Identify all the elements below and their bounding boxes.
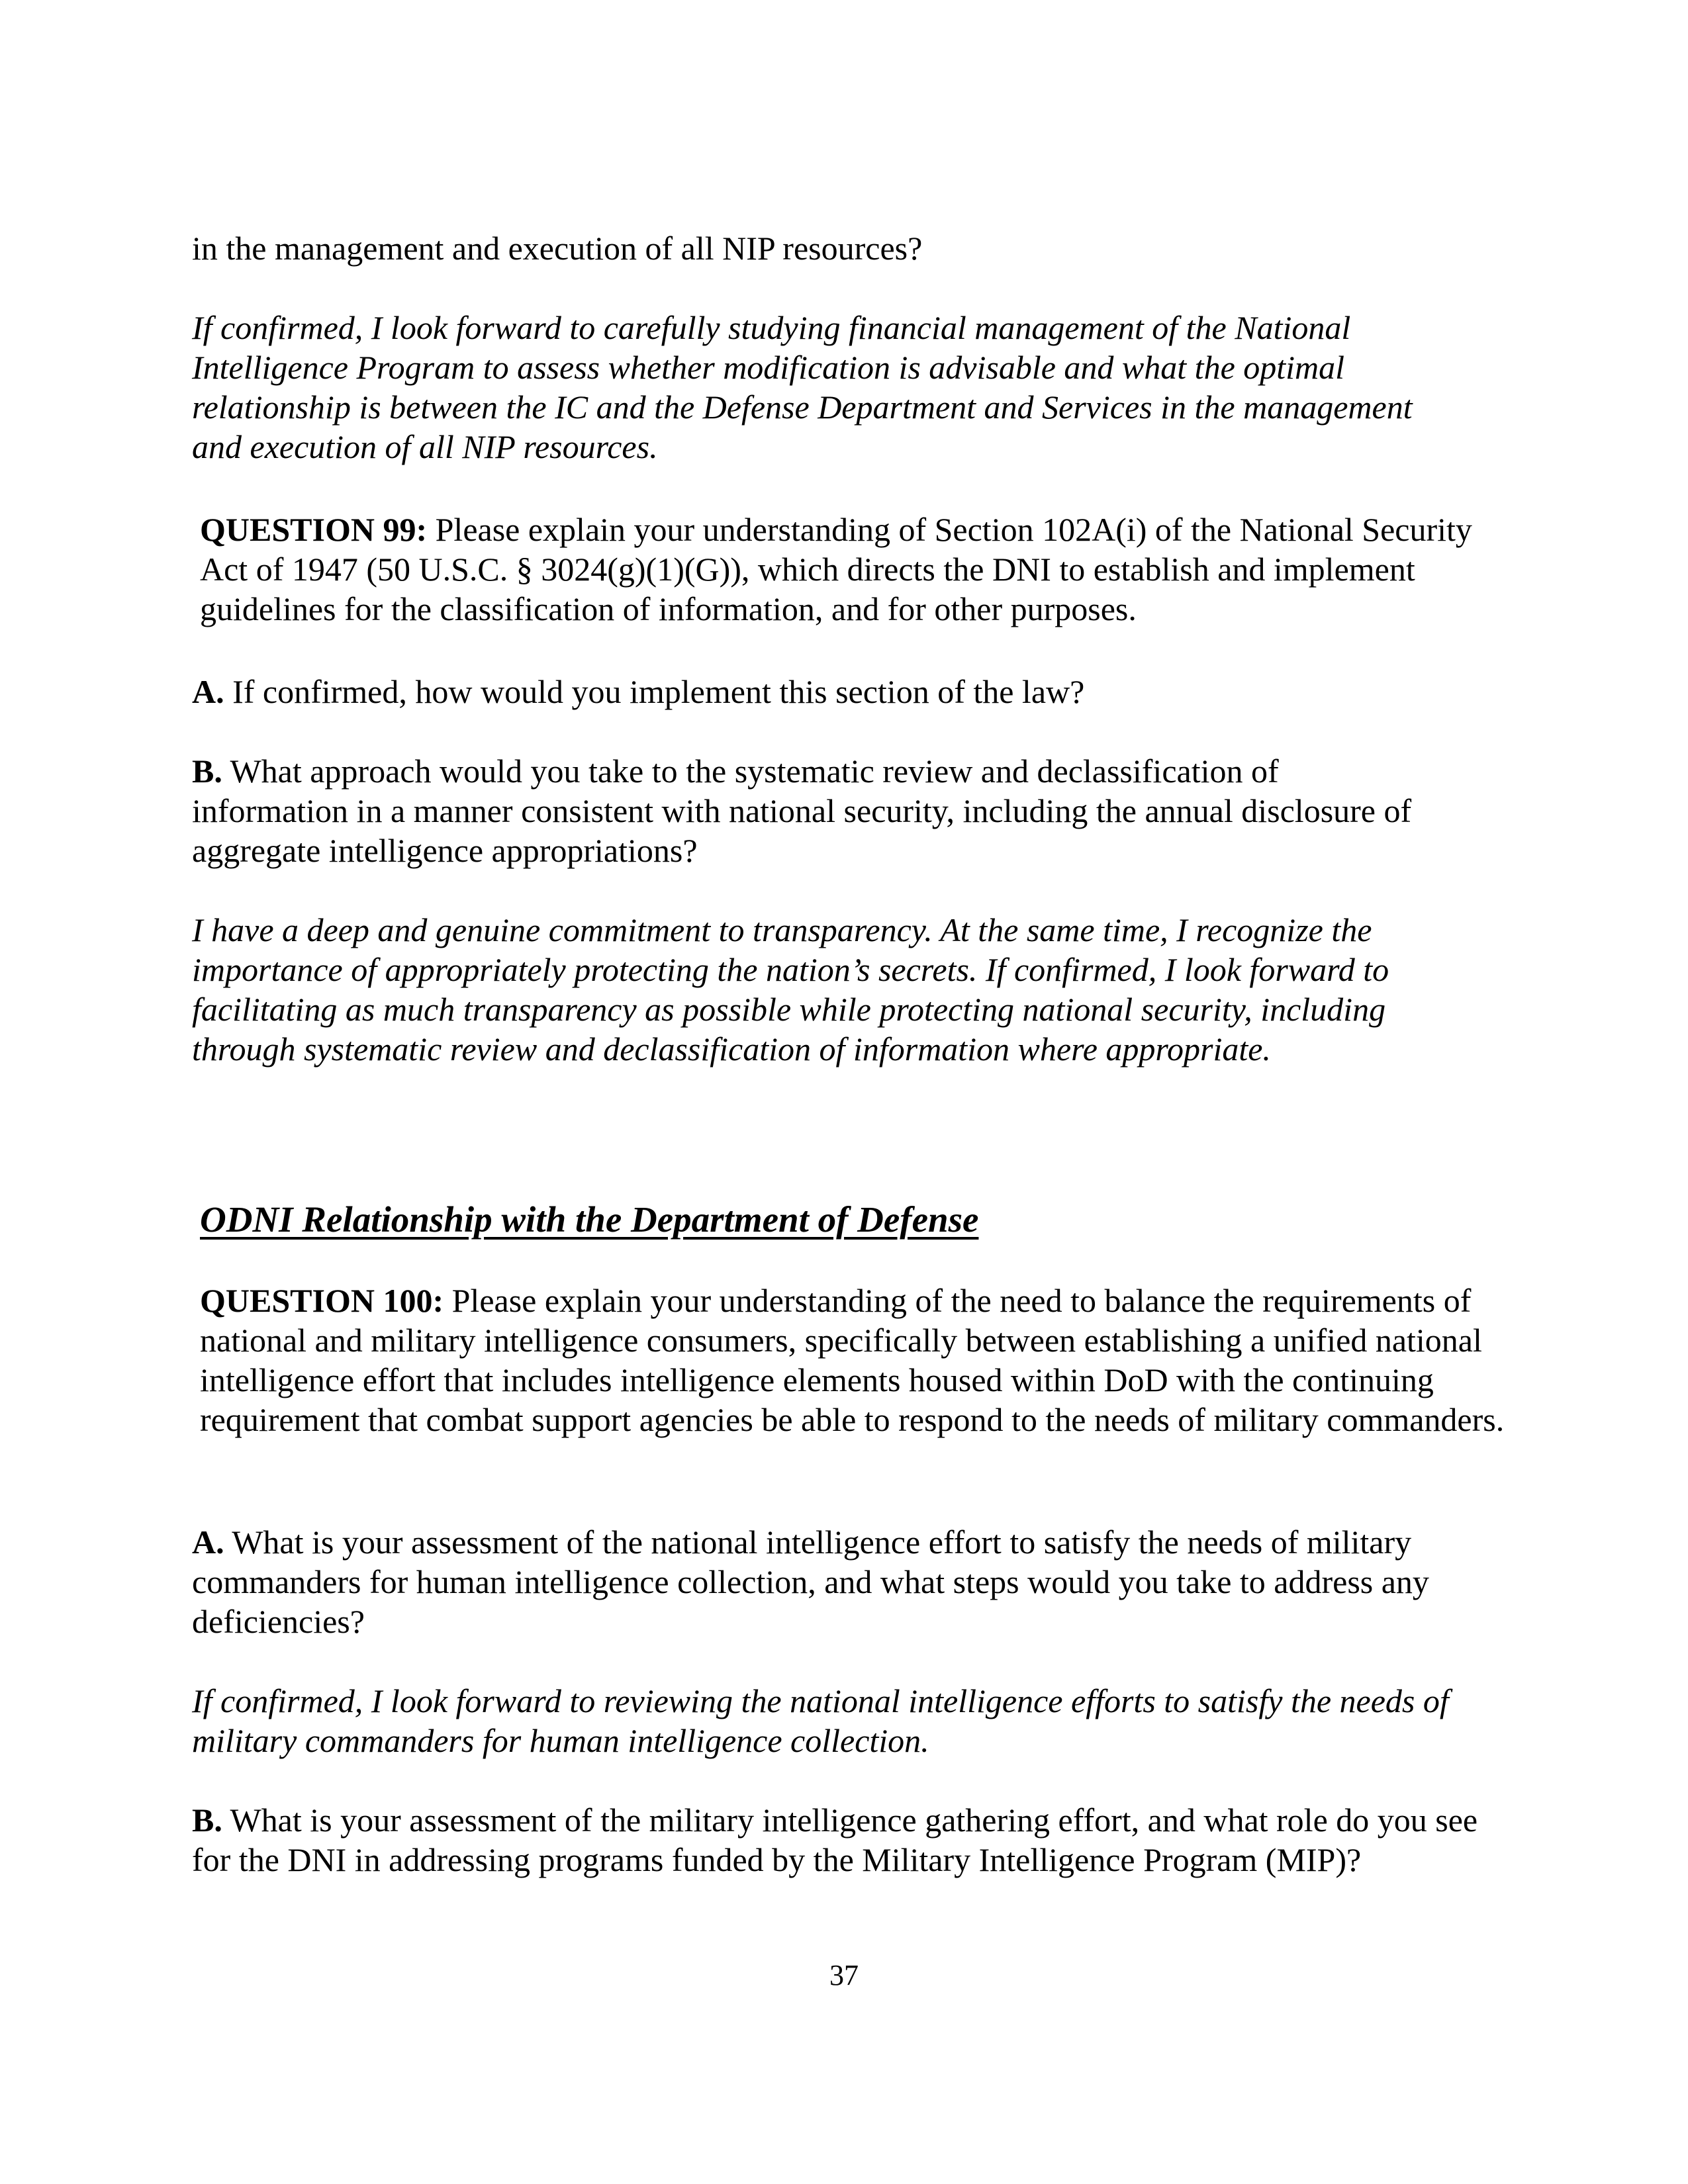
- question-99-a-label: A.: [192, 673, 224, 710]
- question-100-b-label: B.: [192, 1801, 222, 1839]
- question-100: [200, 1281, 1511, 1439]
- question-100-b-text: What is your assessment of the military intelligence gathering effort, and what role do you see for the DNI in addressing programs funded by the Military Intelligence Program (MIP)?: [192, 1801, 1478, 1878]
- question-100-b: [192, 1800, 1509, 1880]
- question-99-b-label: B.: [192, 752, 222, 790]
- answer-100-a: [192, 1681, 1509, 1760]
- page-number: 37: [829, 1959, 859, 1991]
- answer-100-a-text: If confirmed, I look forward to reviewing the national intelligence efforts to satisfy the needs of military commanders for human intelligence collection.: [192, 1682, 1449, 1759]
- question-99-a-text: If confirmed, how would you implement this section of the law?: [224, 673, 1085, 710]
- answer-99: [192, 910, 1430, 1069]
- question-99-text: Please explain your understanding of Section 102A(i) of the National Security Act of 1947 (50 U.S.C. § 3024(g)(1)(G)), which directs the DNI to establish and implement guidelines for the classification of information, and for other purposes.: [200, 511, 1472, 627]
- answer-98-text: If confirmed, I look forward to carefully studying financial management of the National Intelligence Program to assess whether modification is advisable and what the optimal relationship is between the IC and the Defense Department and Services in the management and execution of all NIP resources.: [192, 309, 1413, 465]
- question-100-text: Please explain your understanding of the need to balance the requirements of national and military intelligence consumers, specifically between establishing a unified national intelligence effort that includes intelligence elements housed within DoD with the continuing requirement that combat support agencies be able to respond to the needs of military commanders.: [200, 1282, 1505, 1438]
- question-100-label: QUESTION 100:: [200, 1282, 444, 1319]
- question-99-b: [192, 751, 1417, 870]
- continuation-text: [192, 228, 1503, 268]
- question-100-a: [192, 1522, 1489, 1641]
- question-99-b-text: What approach would you take to the systematic review and declassification of information in a manner consistent with national security, including the annual disclosure of aggregate intelligence appropriations?: [192, 752, 1412, 869]
- answer-99-text: I have a deep and genuine commitment to transparency. At the same time, I recognize the importance of appropriately protecting the nation’s secrets. If confirmed, I look forward to facilitating as much transparency as possible while protecting national security, including through systematic review and declassification of information where appropriate.: [192, 911, 1389, 1068]
- question-99-label: QUESTION 99:: [200, 511, 428, 548]
- question-100-a-text: What is your assessment of the national intelligence effort to satisfy the needs of military commanders for human intelligence collection, and what steps would you take to address any deficiencies?: [192, 1524, 1429, 1640]
- question-99-a: [192, 672, 1503, 711]
- question-98-continuation: in the management and execution of all NIP resources?: [192, 230, 923, 267]
- section-heading: ODNI Relationship with the Department of Defense: [200, 1199, 979, 1240]
- question-99: [200, 510, 1497, 629]
- answer-98: [192, 308, 1450, 467]
- question-100-a-label: A.: [192, 1524, 224, 1561]
